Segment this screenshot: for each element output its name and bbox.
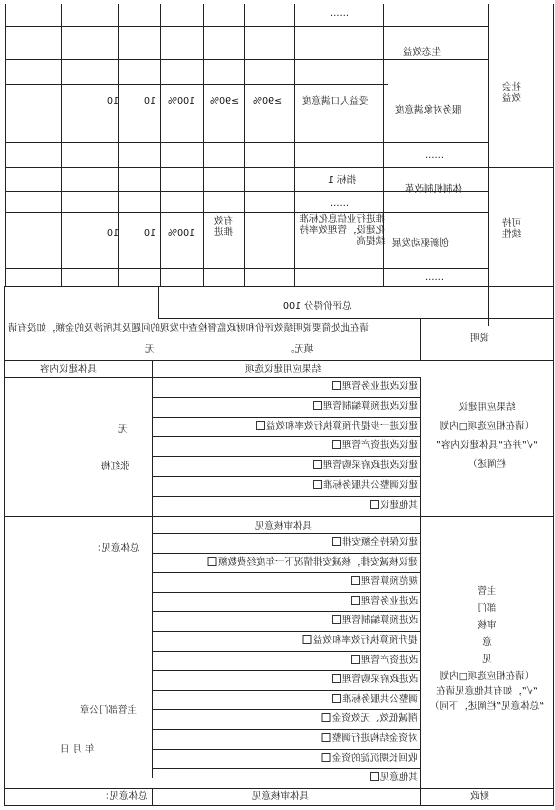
grid-line bbox=[420, 318, 421, 360]
dept-label-line: 见 bbox=[482, 654, 492, 665]
score-value: 10 bbox=[107, 228, 120, 239]
dept-label-line: 意 bbox=[482, 637, 492, 648]
indicator-index1: 指标 1 bbox=[328, 175, 357, 186]
target-value: ≥90% bbox=[210, 96, 240, 107]
advice-option[interactable] bbox=[256, 421, 418, 432]
grid-line bbox=[553, 4, 554, 806]
explain-none: 无 bbox=[145, 344, 155, 355]
grid-line bbox=[152, 670, 420, 671]
dept-option[interactable] bbox=[351, 655, 418, 666]
cond-value: 有效推进 bbox=[213, 216, 233, 238]
indicator-innovation: 创新驱动发展 bbox=[392, 238, 450, 249]
grid-line bbox=[160, 4, 161, 286]
advice-content-none: 无 bbox=[118, 424, 128, 435]
grid-line bbox=[152, 768, 420, 769]
grid-line bbox=[158, 318, 553, 319]
checkbox-icon[interactable] bbox=[332, 615, 341, 624]
grid-line bbox=[61, 4, 62, 286]
dept-option-label: 对资金结构进行调整 bbox=[332, 733, 418, 744]
checkbox-icon[interactable] bbox=[303, 635, 312, 644]
dept-option[interactable] bbox=[208, 557, 418, 568]
checkbox-icon[interactable] bbox=[208, 557, 217, 566]
grid-line bbox=[294, 4, 295, 286]
dept-label-line: “√”，如有其他意见请在 bbox=[436, 686, 538, 697]
indicator-eco: 生态效益 bbox=[403, 47, 442, 58]
dept-option[interactable] bbox=[303, 635, 418, 646]
ellipsis-cell: …… bbox=[425, 150, 444, 161]
checkbox-icon[interactable] bbox=[256, 421, 265, 430]
advice-option-label: 其他建议 bbox=[379, 500, 418, 511]
advice-col-left-header: 结果应用建议选项 bbox=[245, 364, 322, 375]
advice-option-label: 建议改进预算编制管理 bbox=[322, 401, 418, 412]
indicator-innovation-desc: 推进行业信息化标准化建设，管理效率持续提高 bbox=[299, 214, 385, 247]
explain-text-1: 请在此处简要说明绩效评价和财政监督检查中发现的问题及其所涉及的金额，如没有请 bbox=[8, 323, 370, 334]
indicator-satisfaction-sub: 受益人口满意度 bbox=[302, 96, 369, 107]
grid-line bbox=[5, 142, 488, 143]
grid-line bbox=[4, 516, 553, 517]
advice-label-line: 结果应用建议 bbox=[458, 402, 516, 413]
dept-option-label: 改进业务管理 bbox=[360, 596, 418, 607]
dept-option-label: 改进政府采购管理 bbox=[341, 674, 418, 685]
grid-line bbox=[152, 417, 420, 418]
grid-line bbox=[4, 377, 420, 378]
dept-label-line: 审核 bbox=[477, 620, 497, 631]
advice-label-line: （请在相应选项□内划 bbox=[439, 421, 535, 432]
dept-option[interactable] bbox=[351, 596, 418, 607]
grid-line bbox=[5, 59, 488, 60]
dimension-sustainability: 可持 续性 bbox=[502, 218, 522, 240]
indicator-institution: 体制机制改革 bbox=[405, 184, 463, 195]
advice-option[interactable] bbox=[313, 460, 418, 471]
dept-option[interactable] bbox=[332, 674, 418, 685]
dept-label-line: 主管 bbox=[477, 586, 497, 597]
grid-line bbox=[203, 4, 204, 286]
grid-line bbox=[152, 553, 420, 554]
dept-label bbox=[422, 586, 552, 712]
checkbox-icon[interactable] bbox=[332, 537, 341, 546]
grid-line bbox=[152, 456, 420, 457]
grid-line bbox=[5, 84, 388, 85]
dept-overall: 总体意见： bbox=[92, 543, 140, 554]
advice-option-label: 建议改进政府采购管理 bbox=[322, 460, 418, 471]
checkbox-icon[interactable] bbox=[313, 401, 322, 410]
ellipsis-cell: …… bbox=[425, 272, 444, 283]
checkbox-icon[interactable] bbox=[351, 655, 360, 664]
dept-option-label: 其他意见 bbox=[379, 772, 418, 783]
grid-line bbox=[158, 286, 159, 318]
checkbox-icon[interactable] bbox=[351, 596, 360, 605]
achieved-value: 100% bbox=[168, 228, 196, 239]
checkbox-icon[interactable] bbox=[332, 674, 341, 683]
grid-line bbox=[5, 212, 488, 213]
dept-option[interactable] bbox=[332, 694, 418, 705]
dept-seal: 主管部门公章 bbox=[80, 705, 138, 716]
weight-value: 10 bbox=[144, 228, 157, 239]
advice-label-line: 栏阐述） bbox=[468, 459, 507, 470]
ellipsis-cell: …… bbox=[330, 8, 349, 19]
grid-line bbox=[152, 397, 420, 398]
grid-line bbox=[152, 611, 420, 612]
grid-line bbox=[152, 533, 420, 534]
dept-option[interactable] bbox=[322, 713, 418, 724]
advice-option-label: 建议进一步提升预算执行效率和效益 bbox=[265, 421, 418, 432]
checkbox-icon[interactable] bbox=[332, 381, 341, 390]
ellipsis-cell: …… bbox=[330, 198, 349, 209]
advice-option[interactable] bbox=[332, 440, 418, 451]
grid-line bbox=[5, 26, 488, 27]
indicator-satisfaction: 服务对象满意度 bbox=[395, 105, 462, 116]
dept-option-label: 建议核减安排，核减安排情况下一年度经费数额 bbox=[218, 557, 418, 568]
dept-label-line: （请在相应选项□内划 bbox=[439, 671, 535, 682]
dept-option[interactable] bbox=[322, 733, 418, 744]
achieved-value: 100% bbox=[168, 96, 196, 107]
advice-option[interactable] bbox=[370, 500, 418, 511]
explain-text-2: 填无。 bbox=[285, 344, 314, 355]
grid-line bbox=[152, 496, 420, 497]
grid-line bbox=[152, 631, 420, 632]
weight-value: 10 bbox=[144, 96, 157, 107]
dept-option-label: 改进预算编制管理 bbox=[341, 615, 418, 626]
dept-option-label: 调整公共服务标准 bbox=[341, 694, 418, 705]
dept-option-label: 削减低效、无效资金 bbox=[332, 713, 418, 724]
dept-option[interactable] bbox=[332, 537, 418, 548]
grid-line bbox=[488, 4, 489, 326]
grid-line bbox=[152, 690, 420, 691]
footer-finance: 财政 bbox=[470, 791, 490, 802]
dept-option[interactable] bbox=[351, 576, 418, 587]
grid-line bbox=[5, 4, 6, 286]
grid-line bbox=[152, 360, 153, 778]
grid-line bbox=[118, 4, 119, 286]
dept-option-label: 收回长期沉淀的资金 bbox=[332, 753, 418, 764]
advice-option-label: 建议调整公共服务标准 bbox=[322, 480, 418, 491]
dept-option-label: 改进资产管理 bbox=[360, 655, 418, 666]
checkbox-icon[interactable] bbox=[370, 500, 379, 509]
grid-line bbox=[4, 805, 553, 806]
grid-line bbox=[5, 268, 488, 269]
dept-option[interactable] bbox=[332, 615, 418, 626]
grid-line bbox=[152, 709, 420, 710]
grid-line bbox=[152, 651, 420, 652]
checkbox-icon[interactable] bbox=[313, 480, 322, 489]
grid-line bbox=[4, 788, 553, 789]
advice-option-label: 建议改进资产管理 bbox=[341, 440, 418, 451]
grid-line bbox=[420, 377, 421, 806]
advice-signer: 张红梅 bbox=[101, 461, 130, 472]
grid-line bbox=[4, 286, 5, 806]
footer-overall: 总体意见： bbox=[100, 791, 148, 802]
dept-date: 年 月 日 bbox=[60, 744, 95, 755]
dept-option-label: 建议保持全额安排 bbox=[341, 537, 418, 548]
grid-line bbox=[152, 729, 420, 730]
checkbox-icon[interactable] bbox=[322, 753, 331, 762]
grid-line bbox=[5, 286, 553, 287]
grid-line bbox=[5, 167, 553, 168]
grid-line bbox=[152, 788, 153, 805]
checkbox-icon[interactable] bbox=[351, 576, 360, 585]
advice-col-right-header: 具体建议内容 bbox=[40, 364, 98, 375]
checkbox-icon[interactable] bbox=[332, 694, 341, 703]
dept-label-line: 部门 bbox=[477, 603, 497, 614]
grid-line bbox=[152, 572, 420, 573]
advice-label-line: “√”并在“具体建议内容” bbox=[436, 440, 538, 451]
advice-option[interactable] bbox=[313, 401, 418, 412]
grid-line bbox=[152, 592, 420, 593]
checkbox-icon[interactable] bbox=[313, 460, 322, 469]
advice-label bbox=[422, 402, 552, 470]
grid-line bbox=[152, 436, 420, 437]
checkbox-icon[interactable] bbox=[332, 440, 341, 449]
advice-option[interactable] bbox=[332, 381, 418, 392]
grid-line bbox=[4, 360, 553, 361]
advice-option[interactable] bbox=[313, 480, 418, 491]
grid-line bbox=[244, 4, 245, 286]
dept-option[interactable] bbox=[370, 772, 418, 783]
checkbox-icon[interactable] bbox=[322, 713, 331, 722]
total-score: 总评价得分 100 bbox=[283, 301, 352, 312]
cond-value: ≥90% bbox=[253, 96, 283, 107]
checkbox-icon[interactable] bbox=[322, 733, 331, 742]
grid-line bbox=[152, 749, 420, 750]
grid-line bbox=[152, 476, 420, 477]
score-value: 10 bbox=[107, 96, 120, 107]
dept-label-line: “总体意见”栏阐述，下同） bbox=[429, 701, 545, 712]
explain-label: 说明 bbox=[470, 333, 490, 344]
advice-option-label: 建议改进业务管理 bbox=[341, 381, 418, 392]
dept-option-label: 规范预算管理 bbox=[360, 576, 418, 587]
dept-option-label: 提升预算执行效率和效益 bbox=[313, 635, 418, 646]
checkbox-icon[interactable] bbox=[370, 772, 379, 781]
dept-header: 具体审核意见 bbox=[255, 521, 313, 532]
footer-header: 具体审核意见 bbox=[252, 791, 310, 802]
dept-option[interactable] bbox=[322, 753, 418, 764]
dimension-social: 社会 效益 bbox=[502, 82, 522, 104]
